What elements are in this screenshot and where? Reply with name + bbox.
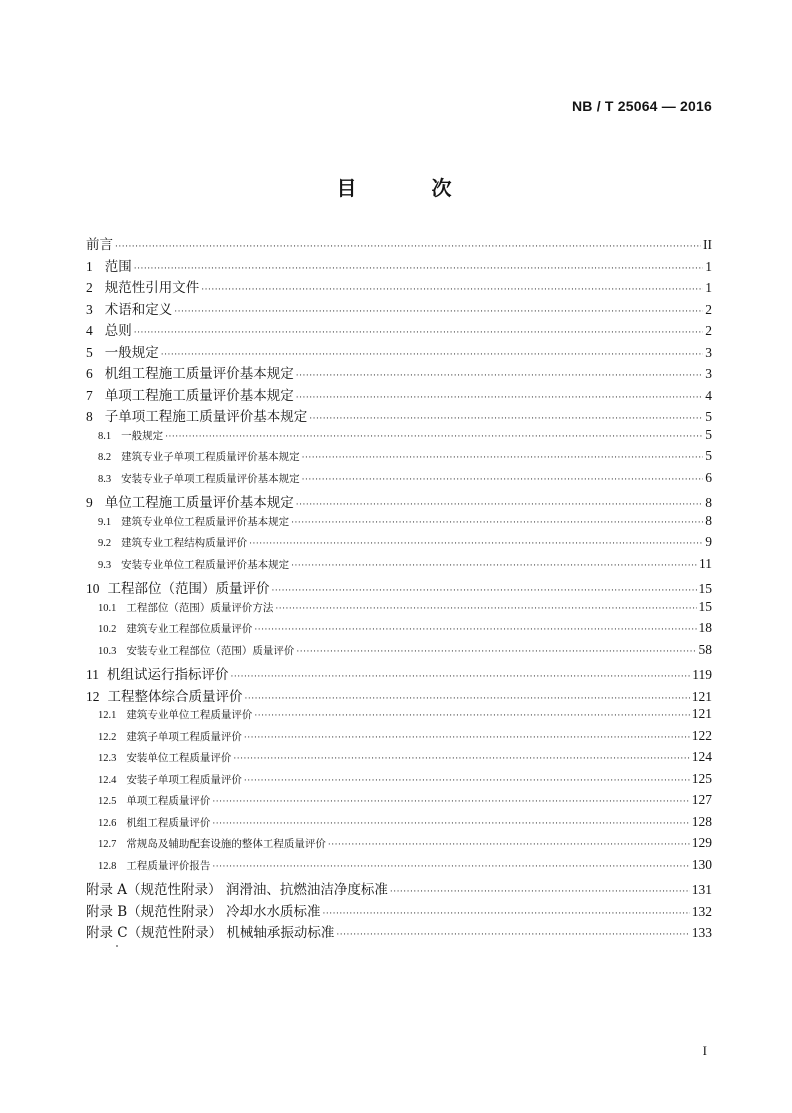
toc-leader-dots xyxy=(323,909,690,919)
toc-entry-label: 规范性引用文件 xyxy=(104,280,200,296)
toc-leader-dots xyxy=(296,371,704,381)
toc-entry-label: 建筑专业单位工程质量评价 xyxy=(126,709,253,721)
toc-entry-page: 58 xyxy=(698,641,712,657)
toc-entry-label: 工程部位（范围）质量评价方法 xyxy=(126,601,274,614)
toc-entry-number: 12 xyxy=(86,688,100,704)
toc-entry-page: 3 xyxy=(705,344,712,360)
toc-entry-number: 8.3 xyxy=(98,473,112,485)
scan-speck xyxy=(116,945,118,947)
toc-entry-label: 机组工程施工质量评价基本规定 xyxy=(104,366,294,382)
toc-entry-page: 125 xyxy=(691,770,712,786)
toc-entry-page: 130 xyxy=(691,856,712,872)
toc-leader-dots xyxy=(275,604,696,614)
toc-entry[interactable] xyxy=(86,577,712,599)
toc-entry-number: 3 xyxy=(86,301,93,317)
toc-entry[interactable] xyxy=(86,900,712,922)
toc-entry-page: 2 xyxy=(705,323,712,338)
toc-leader-dots xyxy=(212,862,689,872)
toc-entry[interactable] xyxy=(86,233,712,255)
toc-leader-dots xyxy=(244,733,690,743)
toc-entry-number: 2 xyxy=(86,280,93,295)
toc-entry-label: 术语和定义 xyxy=(104,301,173,318)
toc-entry-page: 131 xyxy=(691,882,712,897)
toc-entry-page: 128 xyxy=(691,813,712,829)
toc-entry-label: 附录 B（规范性附录） 冷却水水质标准 xyxy=(86,903,321,920)
page-number: I xyxy=(702,1043,707,1058)
toc-entry[interactable] xyxy=(86,835,712,857)
toc-entry-label: 常规岛及辅助配套设施的整体工程质量评价 xyxy=(126,838,326,850)
toc-entry-page: 18 xyxy=(698,620,712,635)
toc-entry-number: 9.1 xyxy=(98,516,112,528)
toc-leader-dots xyxy=(291,518,703,528)
toc-entry-page: 15 xyxy=(698,598,712,614)
toc-entry-label: 一般规定 xyxy=(121,429,164,442)
toc-entry-number: 8.1 xyxy=(98,430,112,442)
toc-leader-dots xyxy=(134,264,704,274)
toc-entry[interactable] xyxy=(86,749,712,771)
table-of-contents xyxy=(86,233,712,943)
toc-entry[interactable] xyxy=(86,427,712,449)
toc-entry-label: 安装专业子单项工程质量评价基本规定 xyxy=(121,472,300,485)
toc-entry-number: 10.3 xyxy=(98,645,117,657)
toc-entry-page: II xyxy=(703,237,712,252)
toc-entry-page: 122 xyxy=(691,727,712,743)
toc-leader-dots xyxy=(291,561,697,571)
toc-leader-dots xyxy=(296,647,696,657)
toc-entry-label: 附录 A（规范性附录） 润滑油、抗燃油洁净度标准 xyxy=(86,882,388,898)
toc-entry-number: 12.1 xyxy=(98,710,117,721)
toc-entry-number: 8 xyxy=(86,409,93,424)
toc-leader-dots xyxy=(302,453,704,463)
toc-entry-number: 12.5 xyxy=(98,796,117,807)
toc-entry-number: 12.6 xyxy=(98,817,117,829)
toc-entry-page: 121 xyxy=(691,706,712,721)
toc-entry-label: 总则 xyxy=(104,323,132,339)
toc-entry[interactable] xyxy=(86,792,712,814)
toc-entry-label: 单位工程施工质量评价基本规定 xyxy=(104,495,294,511)
toc-entry[interactable] xyxy=(86,491,712,513)
toc-entry-label: 安装单位工程质量评价 xyxy=(126,752,232,764)
toc-entry[interactable] xyxy=(86,319,712,341)
toc-entry-label: 工程整体综合质量评价 xyxy=(107,688,243,705)
toc-leader-dots xyxy=(336,930,689,940)
toc-entry-page: 5 xyxy=(705,448,712,463)
toc-leader-dots xyxy=(233,754,689,764)
toc-leader-dots xyxy=(296,393,704,403)
toc-entry[interactable] xyxy=(86,255,712,277)
toc-entry-label: 建筑专业工程结构质量评价 xyxy=(121,537,248,549)
toc-entry-number: 9.3 xyxy=(98,559,112,571)
toc-entry[interactable] xyxy=(86,362,712,384)
toc-leader-dots xyxy=(212,819,689,829)
toc-leader-dots xyxy=(212,797,689,807)
toc-entry[interactable] xyxy=(86,513,712,535)
toc-entry-label: 附录 C（规范性附录） 机械轴承振动标准 xyxy=(86,925,335,941)
toc-leader-dots xyxy=(174,307,703,317)
toc-leader-dots xyxy=(272,586,697,596)
toc-entry[interactable] xyxy=(86,857,712,879)
toc-leader-dots xyxy=(244,776,690,786)
toc-entry-label: 建筑专业工程部位质量评价 xyxy=(126,623,253,635)
toc-entry[interactable] xyxy=(86,728,712,750)
toc-entry-number: 10.2 xyxy=(98,624,117,635)
toc-entry-page: 6 xyxy=(705,469,712,485)
toc-entry-number: 12.7 xyxy=(98,839,117,850)
toc-entry[interactable] xyxy=(86,771,712,793)
toc-entry-page: 124 xyxy=(691,749,712,764)
toc-entry-page: 1 xyxy=(705,258,712,274)
toc-entry-number: 12.2 xyxy=(98,731,117,743)
toc-entry-label: 工程部位（范围）质量评价 xyxy=(107,581,270,597)
toc-leader-dots xyxy=(309,414,703,424)
toc-entry[interactable] xyxy=(86,878,712,900)
standard-code: NB / T 25064 — 2016 xyxy=(572,98,712,114)
toc-entry[interactable] xyxy=(86,448,712,470)
toc-leader-dots xyxy=(390,887,690,897)
toc-entry-page: 121 xyxy=(691,688,712,704)
toc-entry-number: 11 xyxy=(86,667,99,682)
toc-entry[interactable] xyxy=(86,599,712,621)
toc-leader-dots xyxy=(302,475,704,485)
toc-entry-number: 10.1 xyxy=(98,602,117,614)
toc-entry-page: 132 xyxy=(691,903,712,919)
toc-entry-label: 安装专业工程部位（范围）质量评价 xyxy=(126,644,295,657)
toc-entry-number: 9 xyxy=(86,495,93,510)
toc-entry[interactable] xyxy=(86,534,712,556)
toc-entry-label: 范围 xyxy=(104,258,132,275)
page-title: 目 次 xyxy=(336,176,486,200)
toc-entry-number: 7 xyxy=(86,387,93,403)
toc-entry-page: 11 xyxy=(699,555,712,571)
toc-entry-number: 4 xyxy=(86,323,93,338)
toc-entry[interactable] xyxy=(86,685,712,707)
toc-leader-dots xyxy=(245,694,690,704)
toc-entry-label: 工程质量评价报告 xyxy=(126,859,211,872)
toc-entry-page: 5 xyxy=(705,409,712,424)
toc-entry-page: 4 xyxy=(705,387,712,403)
toc-entry-page: 8 xyxy=(705,512,712,528)
toc-entry-page: 127 xyxy=(691,792,712,807)
toc-entry-label: 单项工程质量评价 xyxy=(126,795,211,807)
toc-entry[interactable] xyxy=(86,405,712,427)
toc-leader-dots xyxy=(254,711,689,721)
toc-entry-number: 5 xyxy=(86,344,93,360)
toc-entry-label: 子单项工程施工质量评价基本规定 xyxy=(104,409,308,425)
toc-entry-page: 9 xyxy=(705,534,712,549)
toc-leader-dots xyxy=(161,350,704,360)
toc-entry-page: 133 xyxy=(691,925,712,940)
toc-entry-number: 12.4 xyxy=(98,774,117,786)
toc-leader-dots xyxy=(134,328,704,338)
toc-entry-number: 6 xyxy=(86,366,93,381)
toc-entry-page: 129 xyxy=(691,835,712,850)
toc-entry-label: 建筑子单项工程质量评价 xyxy=(126,730,242,743)
toc-entry-label: 单项工程施工质量评价基本规定 xyxy=(104,387,294,404)
toc-leader-dots xyxy=(328,840,690,850)
toc-entry[interactable] xyxy=(86,642,712,664)
toc-entry[interactable] xyxy=(86,921,712,943)
toc-leader-dots xyxy=(254,625,696,635)
toc-entry[interactable] xyxy=(86,341,712,363)
toc-entry-label: 一般规定 xyxy=(104,344,159,361)
toc-leader-dots xyxy=(296,500,704,510)
toc-entry[interactable] xyxy=(86,276,712,298)
toc-entry-label: 安装专业单位工程质量评价基本规定 xyxy=(121,558,290,571)
toc-entry-page: 8 xyxy=(705,495,712,510)
toc-entry[interactable] xyxy=(86,706,712,728)
toc-entry-label: 安装子单项工程质量评价 xyxy=(126,773,242,786)
toc-entry-label: 机组工程质量评价 xyxy=(126,816,211,829)
toc-entry[interactable] xyxy=(86,298,712,320)
toc-entry[interactable] xyxy=(86,470,712,492)
toc-entry-page: 3 xyxy=(705,366,712,381)
toc-entry-page: 2 xyxy=(705,301,712,317)
toc-entry-label: 建筑专业单位工程质量评价基本规定 xyxy=(121,515,290,528)
toc-leader-dots xyxy=(231,672,691,682)
toc-entry-label: 前言 xyxy=(86,237,113,253)
toc-entry-page: 1 xyxy=(705,280,712,295)
toc-entry-page: 119 xyxy=(692,667,712,682)
toc-leader-dots xyxy=(165,432,703,442)
toc-entry[interactable] xyxy=(86,384,712,406)
toc-entry-number: 9.2 xyxy=(98,538,112,549)
toc-entry[interactable] xyxy=(86,620,712,642)
toc-entry-page: 5 xyxy=(705,426,712,442)
toc-entry[interactable] xyxy=(86,814,712,836)
toc-entry-page: 15 xyxy=(698,581,712,596)
toc-entry-number: 10 xyxy=(86,581,100,596)
toc-entry-number: 8.2 xyxy=(98,452,112,463)
toc-leader-dots xyxy=(249,539,703,549)
toc-entry-number: 12.3 xyxy=(98,753,117,764)
toc-entry[interactable] xyxy=(86,663,712,685)
toc-leader-dots xyxy=(201,285,703,295)
toc-entry[interactable] xyxy=(86,556,712,578)
toc-entry-label: 建筑专业子单项工程质量评价基本规定 xyxy=(121,451,300,463)
toc-entry-number: 1 xyxy=(86,258,93,274)
toc-entry-number: 12.8 xyxy=(98,860,117,872)
toc-entry-label: 机组试运行指标评价 xyxy=(107,667,229,683)
toc-leader-dots xyxy=(115,242,701,252)
